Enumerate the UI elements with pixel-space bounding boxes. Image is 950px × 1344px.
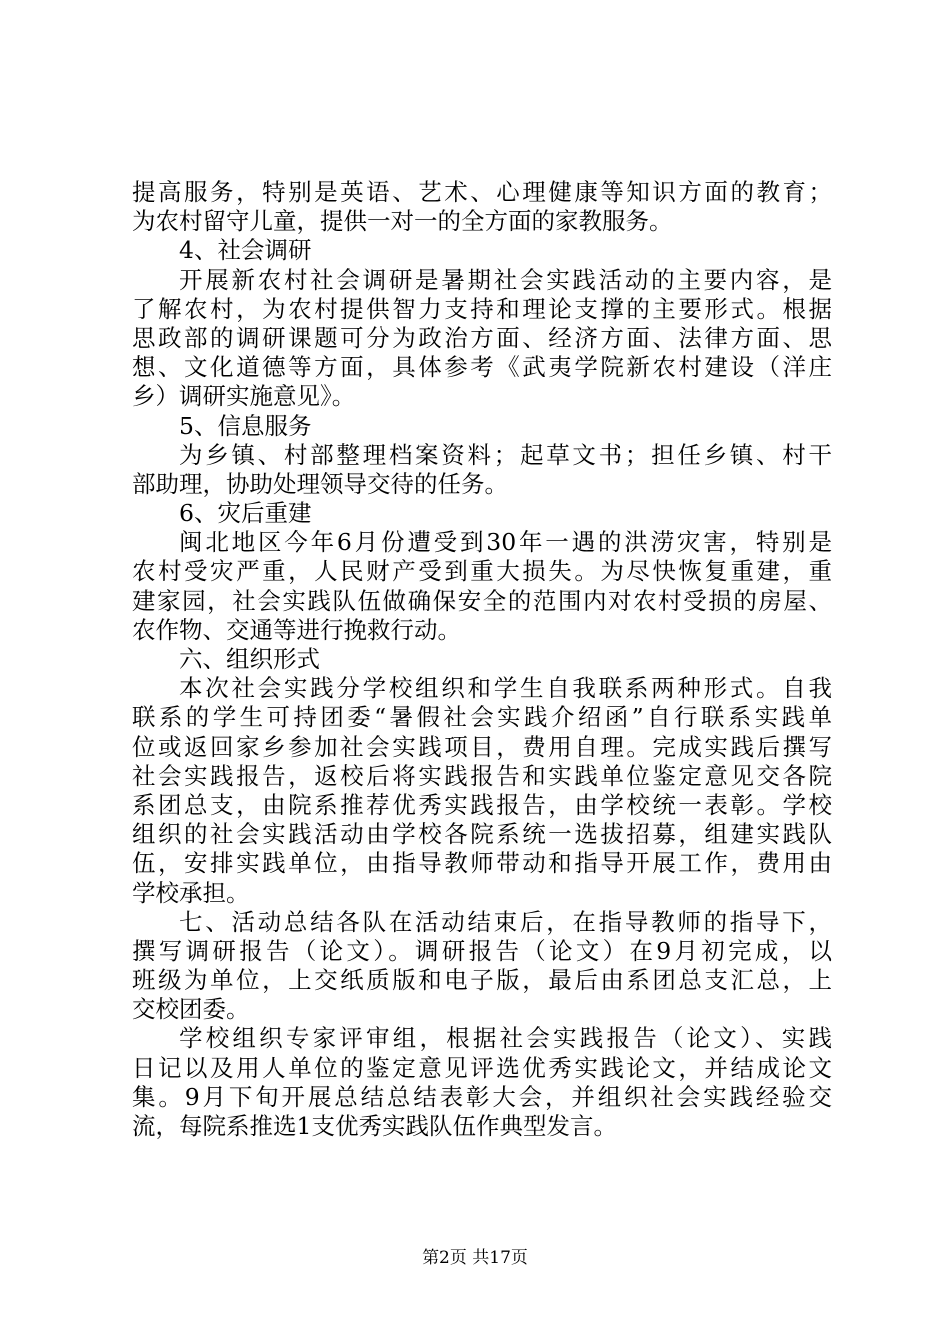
text-line: 思政部的调研课题可分为政治方面、经济方面、法律方面、思 [132,323,832,352]
text-line: 为乡镇、村部整理档案资料；起草文书；担任乡镇、村干 [179,440,832,469]
text-line: 为农村留守儿童，提供一对一的全方面的家教服务。 [132,207,673,236]
text-line: 撰写调研报告（论文）。调研报告（论文）在9月初完成，以 [132,936,832,965]
text-line: 七、活动总结各队在活动结束后，在指导教师的指导下， [179,907,832,936]
text-line: 开展新农村社会调研是暑期社会实践活动的主要内容，是 [179,265,832,294]
text-line: 想、文化道德等方面，具体参考《武夷学院新农村建设（洋庄 [132,353,832,382]
text-line: 4、社会调研 [179,236,312,265]
document-body [132,178,832,1141]
text-line: 农作物、交通等进行挽救行动。 [132,615,461,644]
text-line: 六、组织形式 [179,645,320,673]
text-line: 本次社会实践分学校组织和学生自我联系两种形式。自我 [179,674,832,703]
text-line: 农村受灾严重，人民财产受到重大损失。为尽快恢复重建，重 [132,557,832,586]
text-line: 交校团委。 [132,995,250,1024]
text-line: 闽北地区今年6月份遭受到30年一遇的洪涝灾害，特别是 [179,528,832,557]
text-line: 组织的社会实践活动由学校各院系统一选拔招募，组建实践队 [132,820,832,849]
text-line: 学校承担。 [132,878,250,907]
text-line: 建家园，社会实践队伍做确保安全的范围内对农村受损的房屋、 [132,586,832,615]
page-footer: 第2页 共17页 [422,1248,528,1268]
text-line: 学校组织专家评审组，根据社会实践报告（论文）、实践 [179,1024,832,1053]
text-line: 日记以及用人单位的鉴定意见评选优秀实践论文，并结成论文 [132,1053,832,1082]
text-line: 班级为单位，上交纸质版和电子版，最后由系团总支汇总，上 [132,966,832,995]
text-line: 流，每院系推选1支优秀实践队伍作典型发言。 [132,1112,617,1140]
text-line: 部助理，协助处理领导交待的任务。 [132,469,508,498]
text-line: 乡）调研实施意见》。 [132,382,356,411]
text-line: 了解农村，为农村提供智力支持和理论支撑的主要形式。根据 [132,294,832,323]
text-line: 位或返回家乡参加社会实践项目，费用自理。完成实践后撰写 [132,732,832,761]
text-line: 提高服务，特别是英语、艺术、心理健康等知识方面的教育； [132,178,832,206]
text-line: 联系的学生可持团委“暑假社会实践介绍函”自行联系实践单 [132,703,832,732]
text-line: 伍，安排实践单位，由指导教师带动和指导开展工作，费用由 [132,849,832,878]
text-line: 集。9月下旬开展总结总结表彰大会，并组织社会实践经验交 [132,1082,832,1111]
text-line: 社会实践报告，返校后将实践报告和实践单位鉴定意见交各院 [132,761,832,790]
text-line: 5、信息服务 [179,411,312,440]
text-line: 系团总支，由院系推荐优秀实践报告，由学校统一表彰。学校 [132,790,832,819]
text-line: 6、灾后重建 [179,499,312,528]
